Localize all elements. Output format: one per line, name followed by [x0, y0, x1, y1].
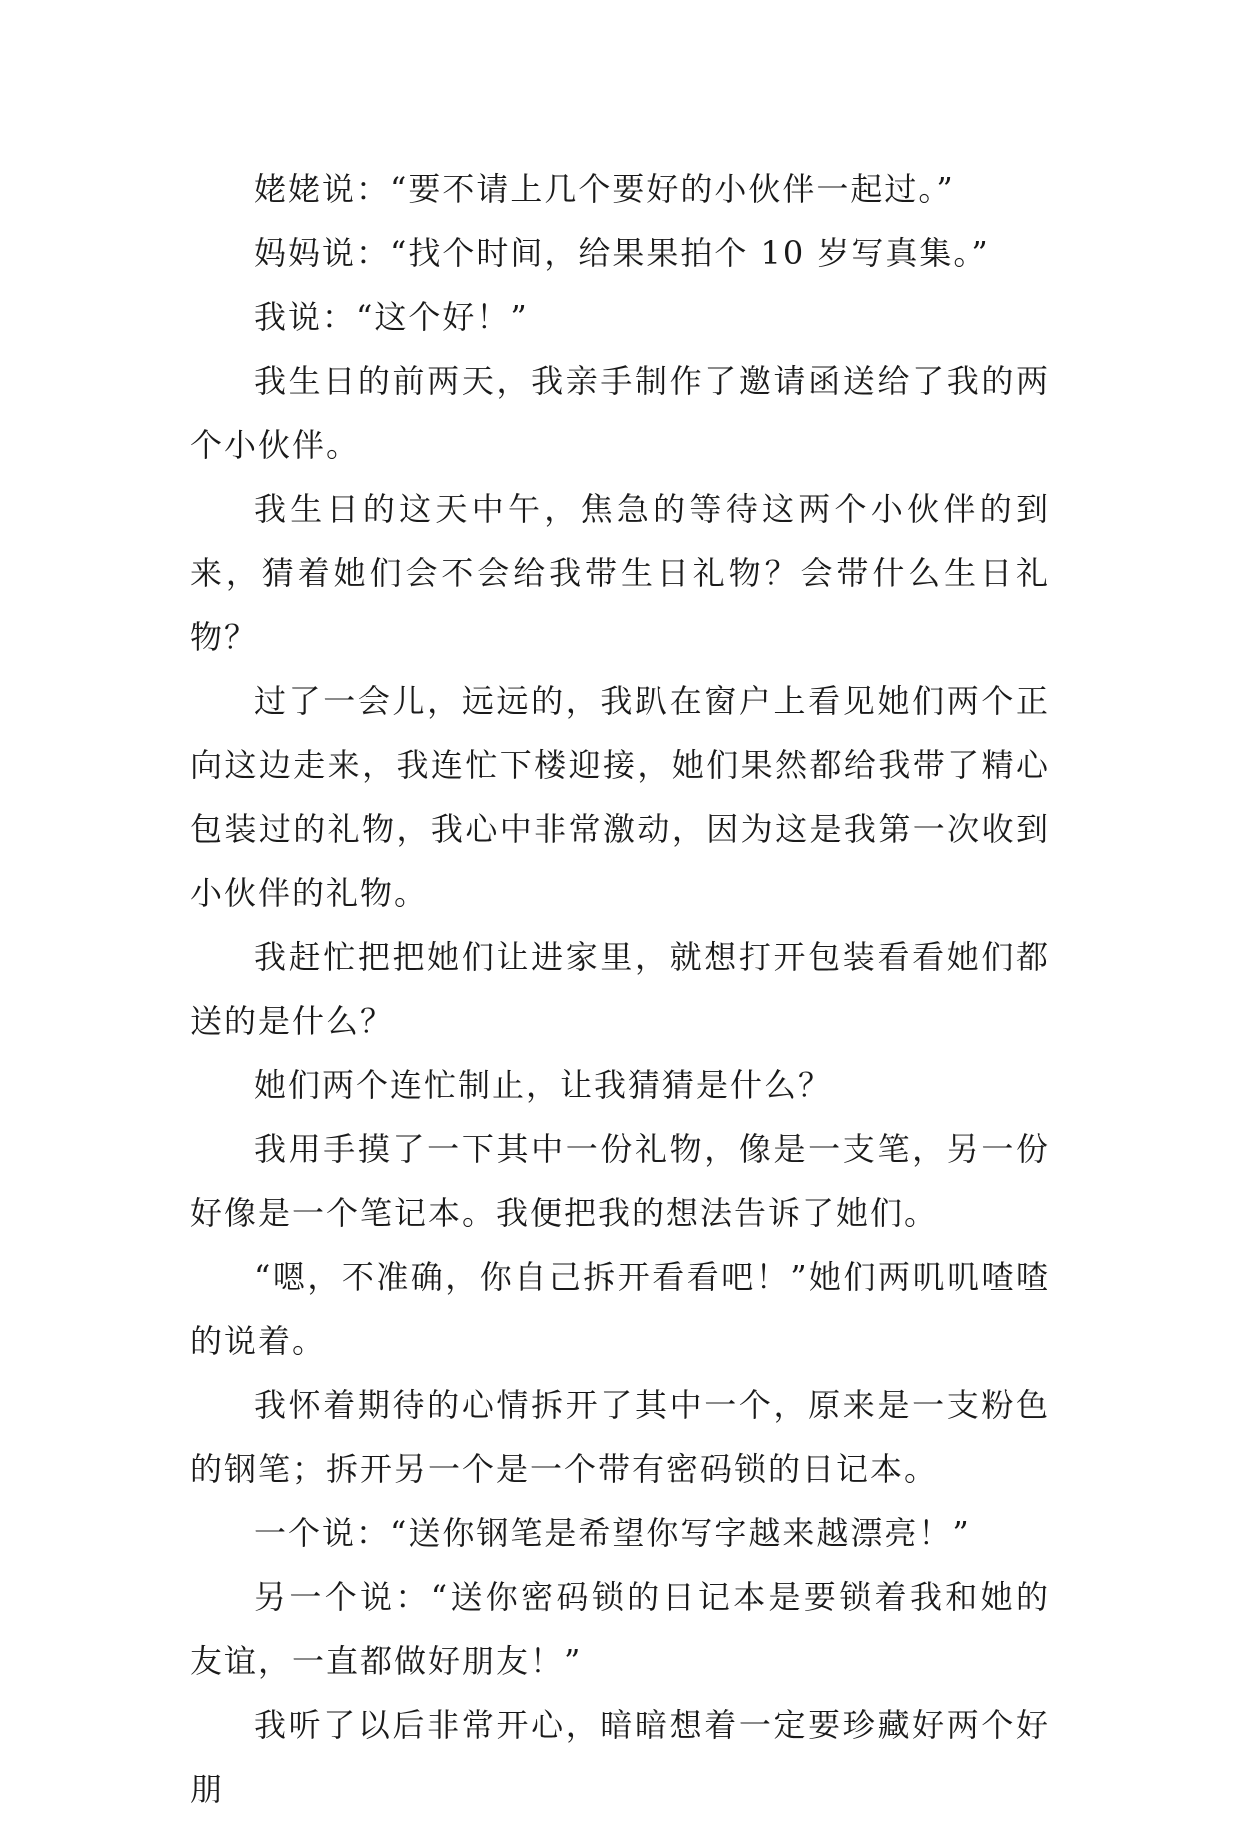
document-body: [190, 157, 1050, 1821]
paragraph: 我生日的前两天，我亲手制作了邀请函送给了我的两个小伙伴。: [190, 362, 1050, 464]
paragraph: 过了一会儿，远远的，我趴在窗户上看见她们两个正向这边走来，我连忙下楼迎接，她们果然都给我带了精心包装过的礼物，我心中非常激动，因为这是我第一次收到小伙伴的礼物。: [190, 682, 1050, 912]
paragraph: 她们两个连忙制止，让我猜猜是什么？: [254, 1066, 833, 1104]
paragraph: 我听了以后非常开心，暗暗想着一定要珍藏好两个好朋: [190, 1706, 1050, 1808]
paragraph: 我怀着期待的心情拆开了其中一个，原来是一支粉色的钢笔；拆开另一个是一个带有密码锁的日记本。: [190, 1386, 1050, 1488]
paragraph: 我用手摸了一下其中一份礼物，像是一支笔，另一份好像是一个笔记本。我便把我的想法告诉了她们。: [190, 1130, 1050, 1232]
paragraph: 姥姥说：“要不请上几个要好的小伙伴一起过。”: [254, 170, 955, 208]
paragraph: 一个说：“送你钢笔是希望你写字越来越漂亮！”: [254, 1514, 971, 1552]
paragraph: 妈妈说：“找个时间，给果果拍个 10 岁写真集。”: [254, 234, 990, 272]
paragraph: 我生日的这天中午，焦急的等待这两个小伙伴的到来，猜着她们会不会给我带生日礼物？会带什么生日礼物？: [190, 490, 1050, 656]
paragraph: “嗯，不准确，你自己拆开看看吧！”她们两叽叽喳喳的说着。: [190, 1258, 1050, 1360]
paragraph: 我说：“这个好！”: [254, 298, 529, 336]
paragraph: 另一个说：“送你密码锁的日记本是要锁着我和她的友谊，一直都做好朋友！”: [190, 1578, 1050, 1680]
paragraph: 我赶忙把把她们让进家里，就想打开包装看看她们都送的是什么？: [190, 938, 1050, 1040]
